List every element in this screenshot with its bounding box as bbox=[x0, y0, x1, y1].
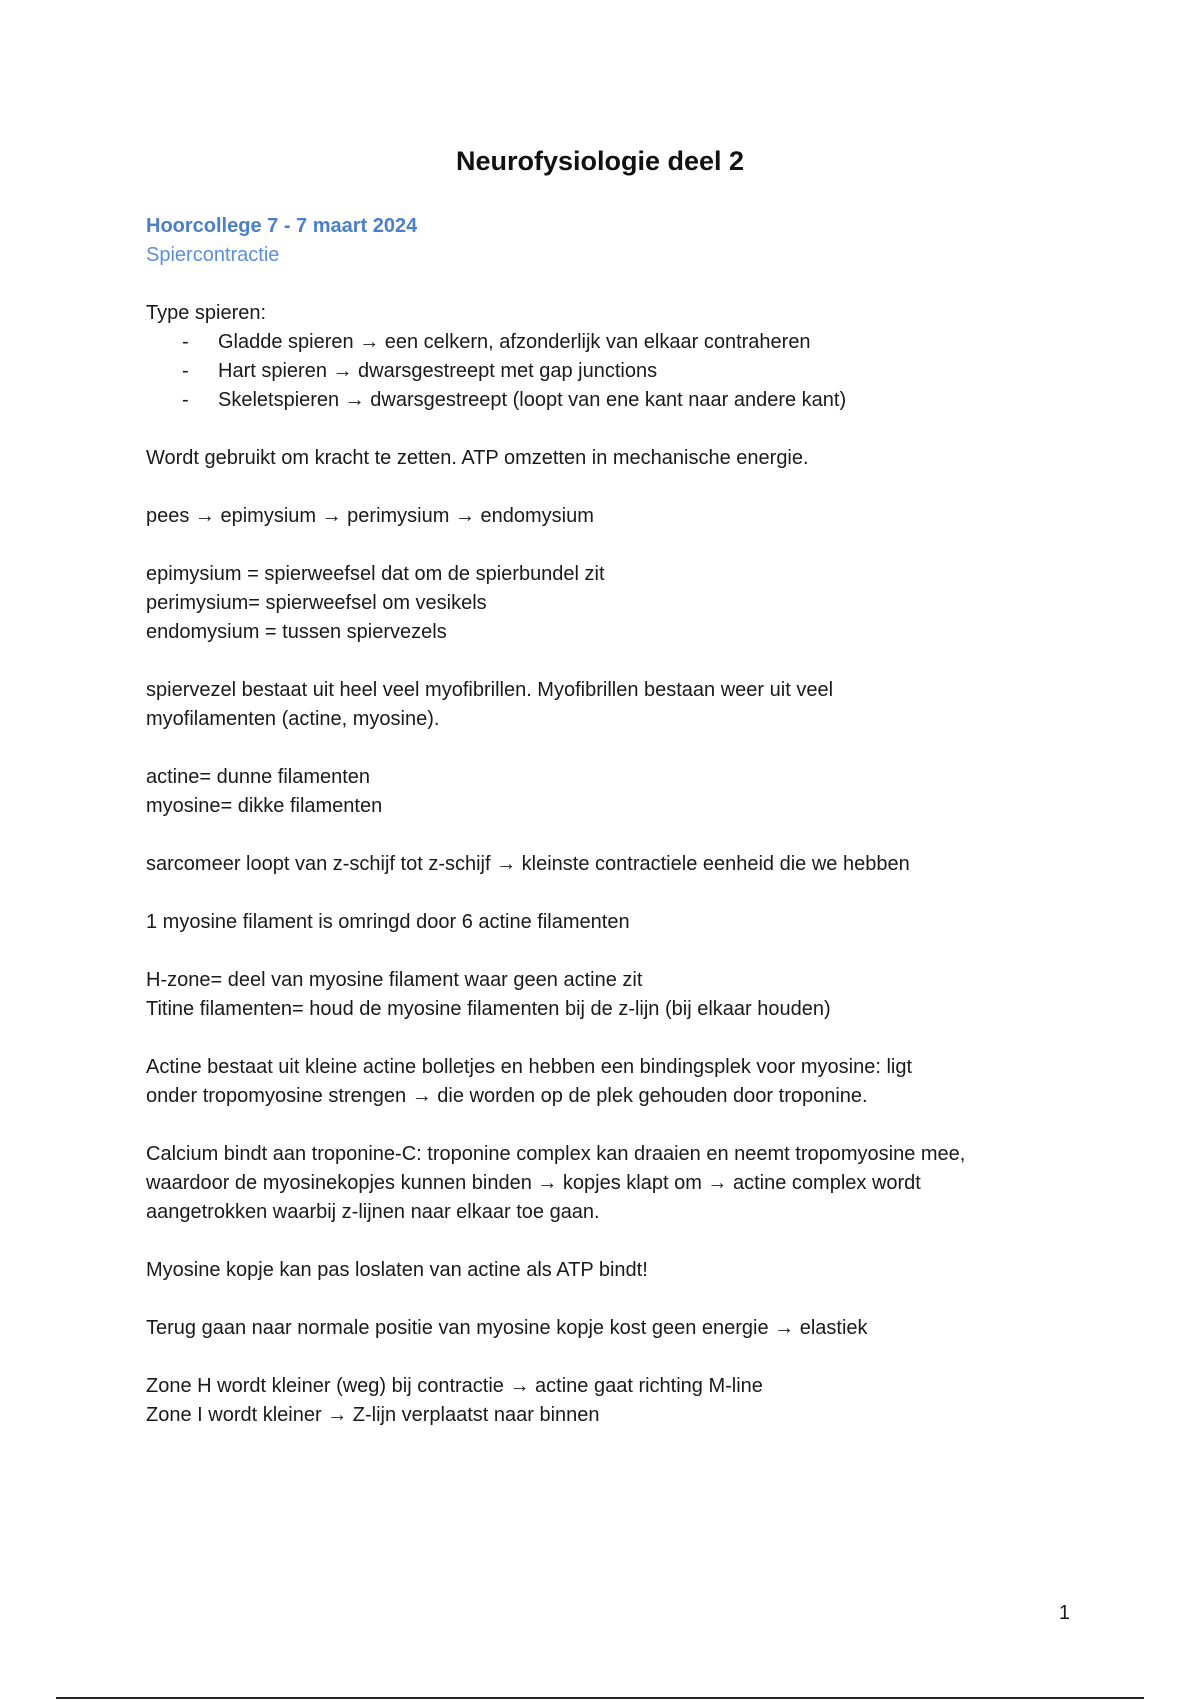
paragraph-myosin: 1 myosine filament is omringd door 6 actine filamenten bbox=[146, 911, 630, 933]
paragraph-function: Wordt gebruikt om kracht te zetten. ATP omzetten in mechanische energie. bbox=[146, 447, 809, 469]
paragraph-calcium-line: waardoor de myosinekopjes kunnen binden → kopjes klapt om → actine complex wordt bbox=[146, 1172, 921, 1194]
muscle-types-list bbox=[146, 328, 1066, 415]
definition-line: endomysium = tussen spiervezels bbox=[146, 621, 447, 643]
page-number: 1 bbox=[1058, 1602, 1070, 1624]
document-body bbox=[146, 212, 1066, 1430]
paragraph-actine-line: onder tropomyosine strengen → die worden op de plek gehouden door troponine. bbox=[146, 1085, 868, 1107]
paragraph-fiber-line: myofilamenten (actine, myosine). bbox=[146, 708, 440, 730]
paragraph-atp: Myosine kopje kan pas loslaten van actine als ATP bindt! bbox=[146, 1259, 648, 1281]
definition-line: myosine= dikke filamenten bbox=[146, 795, 383, 817]
paragraph-fiber-line: spiervezel bestaat uit heel veel myofibrillen. Myofibrillen bestaan weer uit veel bbox=[146, 679, 834, 701]
definition-line: Titine filamenten= houd de myosine filamenten bij de z-lijn (bij elkaar houden) bbox=[146, 998, 831, 1020]
list-item: - Skeletspieren → dwarsgestreept (loopt van ene kant naar andere kant) bbox=[182, 386, 1066, 415]
lecture-heading: Hoorcollege 7 - 7 maart 2024 bbox=[146, 215, 418, 237]
definition-line: H-zone= deel van myosine filament waar geen actine zit bbox=[146, 969, 643, 991]
definition-line: perimysium= spierweefsel om vesikels bbox=[146, 592, 487, 614]
definition-line: epimysium = spierweefsel dat om de spierbundel zit bbox=[146, 563, 605, 585]
paragraph-return: Terug gaan naar normale positie van myosine kopje kost geen energie → elastiek bbox=[146, 1317, 868, 1339]
paragraph-calcium-line: Calcium bindt aan troponine-C: troponine complex kan draaien en neemt tropomyosine mee, bbox=[146, 1143, 966, 1165]
zone-line: Zone I wordt kleiner → Z-lijn verplaatst naar binnen bbox=[146, 1404, 600, 1426]
paragraph-actine-line: Actine bestaat uit kleine actine bolletjes en hebben een bindingsplek voor myosine: ligt bbox=[146, 1056, 913, 1078]
list-item: - Hart spieren → dwarsgestreept met gap junctions bbox=[182, 357, 1066, 386]
paragraph-sarcomere: sarcomeer loopt van z-schijf tot z-schijf → kleinste contractiele eenheid die we hebben bbox=[146, 853, 910, 875]
list-item: - Gladde spieren → een celkern, afzonderlijk van elkaar contraheren bbox=[182, 328, 1066, 357]
paragraph-calcium-line: aangetrokken waarbij z-lijnen naar elkaar toe gaan. bbox=[146, 1201, 600, 1223]
document-title: Neurofysiologie deel 2 bbox=[455, 146, 745, 176]
page-divider bbox=[56, 1697, 1144, 1699]
zone-line: Zone H wordt kleiner (weg) bij contractie → actine gaat richting M-line bbox=[146, 1375, 763, 1397]
topic-heading: Spiercontractie bbox=[146, 244, 280, 266]
muscle-types-intro: Type spieren: bbox=[146, 302, 267, 324]
paragraph-layers: pees → epimysium → perimysium → endomysium bbox=[146, 505, 594, 527]
definition-line: actine= dunne filamenten bbox=[146, 766, 371, 788]
